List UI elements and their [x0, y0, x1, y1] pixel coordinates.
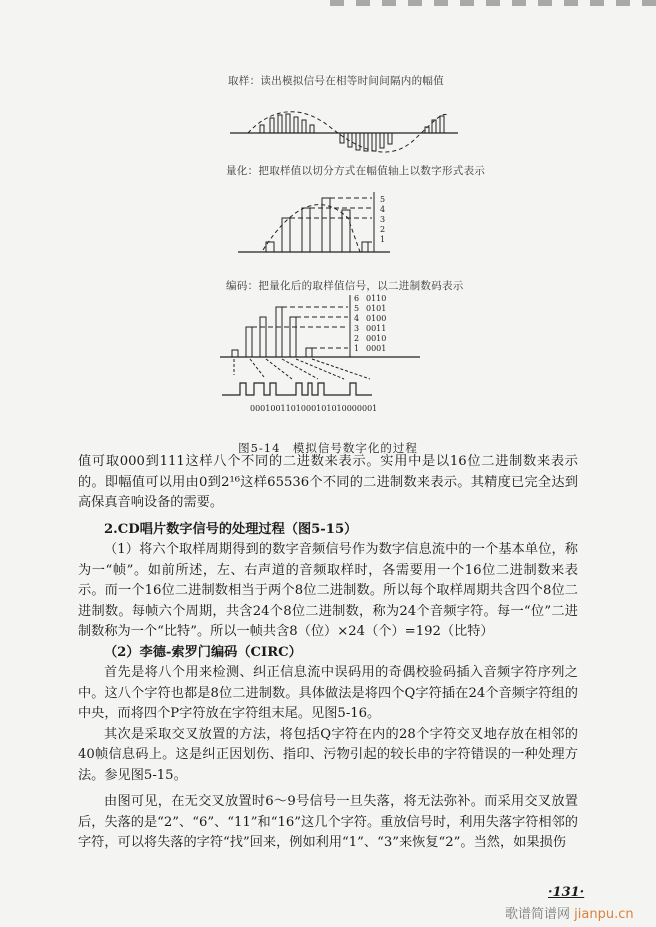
- body-text: [78, 452, 578, 854]
- paragraph-values: 值可取000到111这样八个不同的二进数来表示。实用中是以16位二进制数来表示的。即幅值可以用由0到2¹⁶这样65536个不同的二进制数来表示。其精度已完全达到高保真音响设备的需要。: [78, 454, 578, 510]
- paragraph-frame: （1）将六个取样周期得到的数字音频信号作为数字信息流中的一个基本单位，称为一“帧”。如前所述，左、右声道的音频取样时，各需要用一个16位二进制数来表示。而一个16位二进制数相当于两个8位二进制数。所以每个取样周期共含四个8位二进制数。每帧六个周期，共含24个8位二进制数，称为24个音频字符。每一“位”二进制数称为一个“比特”。所以一帧共含8（位）×24（个）=192（比特）: [78, 542, 578, 639]
- enc-code-6: 0110: [366, 294, 387, 303]
- paragraph-recovery: 由图可见，在无交叉放置时6～9号信号一旦失落，将无法弥补。而采用交叉放置后，失落的是“2”、“6”、“11”和“16”这几个字符。重放信号时，利用失落字符相邻的字符，可以将失落的字符“找”回来，例如利用“1”、“3”来恢复“2”。当然，如果损伤: [78, 794, 578, 850]
- enc-level-6: 6: [354, 294, 360, 303]
- enc-code-3: 0011: [366, 324, 387, 333]
- quant-level-3: 3: [380, 215, 386, 224]
- enc-code-4: 0100: [366, 314, 387, 323]
- bitstream-label: 0001001101000101010000001: [250, 404, 378, 413]
- enc-code-5: 0101: [366, 304, 387, 313]
- page-number: ·131·: [548, 885, 585, 900]
- quant-level-4: 4: [380, 205, 386, 214]
- enc-level-3: 3: [354, 324, 360, 333]
- quant-level-1: 1: [380, 235, 386, 244]
- enc-level-4: 4: [354, 314, 360, 323]
- paragraph-parity: 首先是将八个用来检测、纠正信息流中误码用的奇偶校验码插入音频字符序列之中。这八个字符也都是8位二进制数。具体做法是将四个Q字符插在24个音频字符组的中央，而将四个P字符放在字符组末尾。见图5-16。: [78, 665, 578, 721]
- enc-code-2: 0010: [366, 334, 387, 343]
- quantization-caption: 量化：把取样值以切分方式在幅值轴上以数字形式表示: [226, 165, 486, 177]
- sampling-caption: 取样：读出模拟信号在相等时间间隔内的幅值: [228, 75, 444, 87]
- enc-level-5: 5: [354, 304, 360, 313]
- quant-level-2: 2: [380, 225, 386, 234]
- enc-code-1: 0001: [366, 344, 387, 353]
- quantization-diagram: [238, 190, 438, 260]
- watermark-en: jianpu.cn: [574, 907, 634, 922]
- enc-level-1: 1: [354, 344, 360, 353]
- subsection-heading-circ: （2）李德-索罗门编码（CIRC）: [104, 644, 302, 660]
- watermark-cn: 歌谱简谱网: [505, 907, 571, 922]
- top-edge-dashes: [330, 0, 656, 6]
- paragraph-interleave: 其次是采取交叉放置的方法，将包括Q字符在内的28个字符交叉地存放在相邻的40帧信息码上。这是纠正因划伤、指印、污物引起的较长串的字符错误的一种处理方法。参见图5-15。: [78, 726, 578, 783]
- quant-level-5: 5: [380, 195, 386, 204]
- enc-level-2: 2: [354, 334, 360, 343]
- section-heading-cd-processing: 2.CD唱片数字信号的处理过程（图5-15）: [104, 521, 358, 537]
- watermark: [505, 903, 634, 922]
- encoding-diagram: [220, 295, 460, 415]
- figure-title: 图5-14 模拟信号数字化的过程: [238, 441, 418, 455]
- encoding-caption: 编码：把量化后的取样值信号，以二进制数码表示: [226, 280, 464, 292]
- sampling-waveform-diagram: [230, 105, 470, 165]
